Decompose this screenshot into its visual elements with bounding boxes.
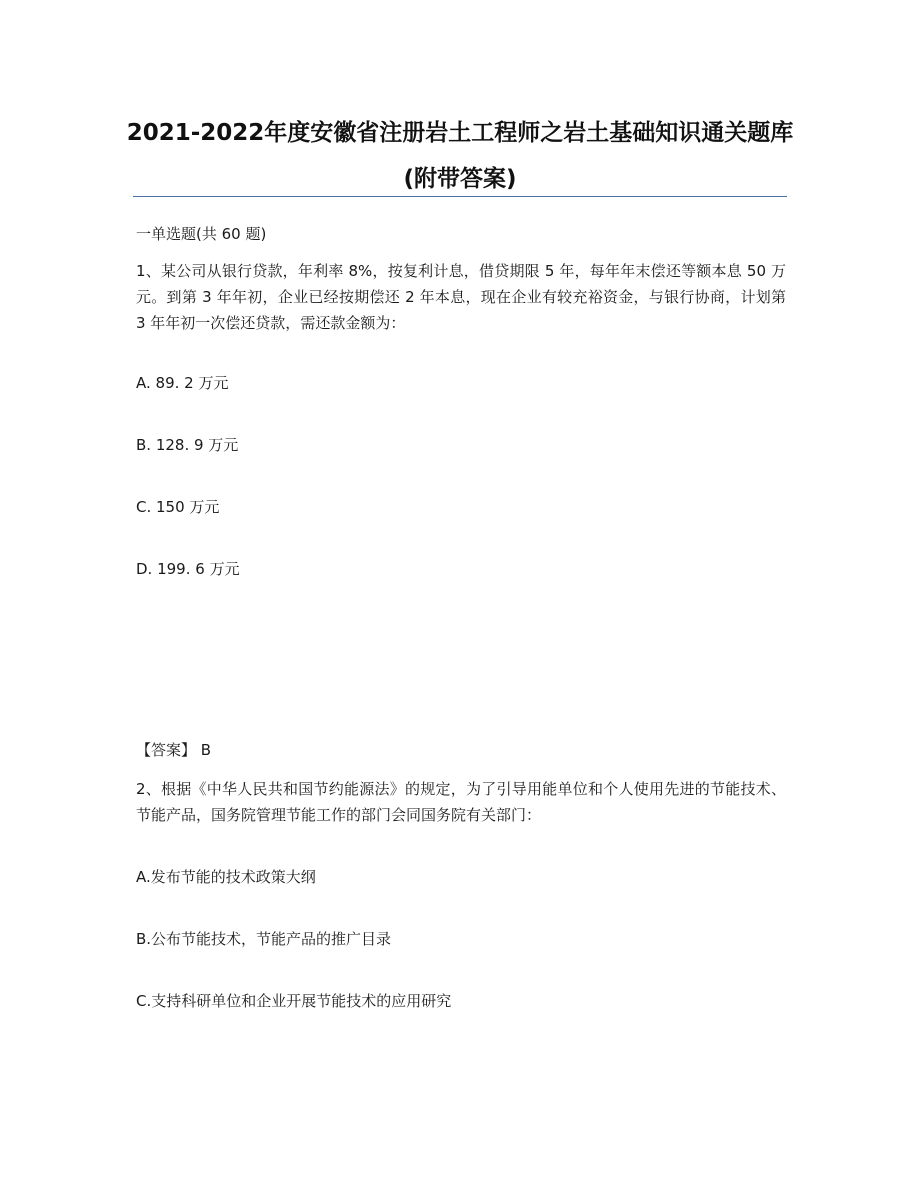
- question-1-answer: 【答案】 B: [136, 741, 212, 759]
- document-title: 2021-2022年度安徽省注册岩土工程师之岩土基础知识通关题库(附带答案): [126, 120, 794, 192]
- question-2-option-b: B.公布节能技术，节能产品的推广目录: [136, 930, 392, 948]
- title-divider: [133, 196, 787, 197]
- question-2-stem: 2、根据《中华人民共和国节约能源法》的规定，为了引导用能单位和个人使用先进的节能技术、节能产品，国务院管理节能工作的部门会同国务院有关部门：: [136, 780, 786, 824]
- question-2-option-c: C.支持科研单位和企业开展节能技术的应用研究: [136, 992, 452, 1010]
- question-1-option-d: D. 199. 6 万元: [136, 560, 240, 578]
- question-2-option-a: A.发布节能的技术政策大纲: [136, 868, 316, 886]
- question-1-option-b: B. 128. 9 万元: [136, 436, 239, 454]
- question-1-stem: 1、某公司从银行贷款，年利率 8%，按复利计息，借贷期限 5 年，每年年末偿还等额本息 50 万元。到第 3 年年初，企业已经按期偿还 2 年本息，现在企业有较充裕资金，与银行协商，计划第 3 年年初一次偿还贷款，需还款金额为：: [136, 262, 791, 332]
- question-1-option-c: C. 150 万元: [136, 498, 220, 516]
- question-1-option-a: A. 89. 2 万元: [136, 374, 229, 392]
- section-label: 一单选题(共 60 题): [136, 225, 267, 243]
